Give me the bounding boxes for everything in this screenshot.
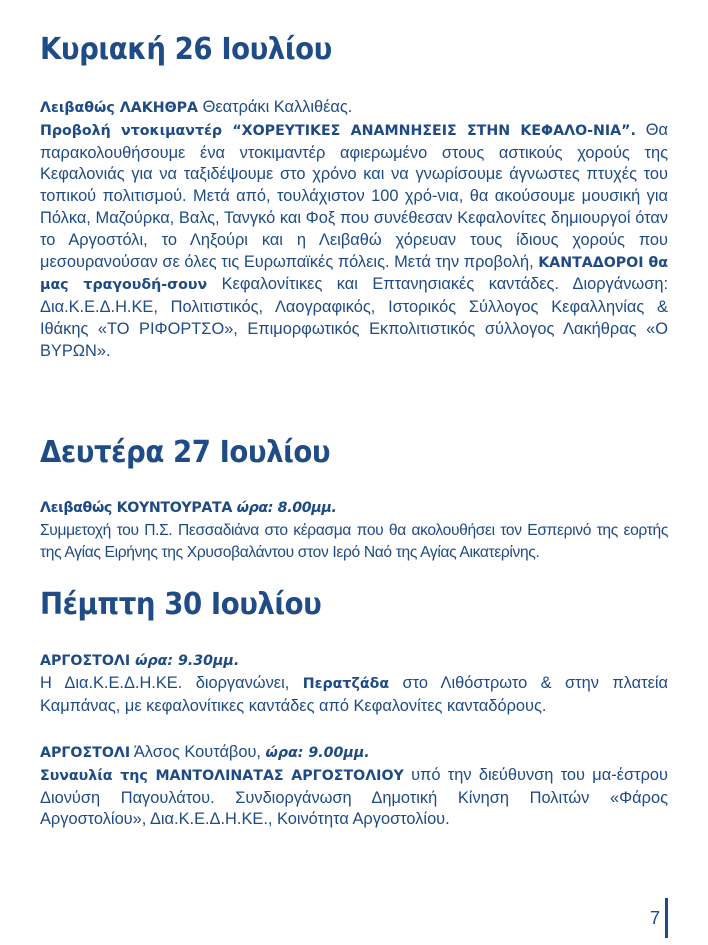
section-heading-sunday: Κυριακή 26 Ιουλίου	[40, 32, 332, 67]
monday-event-paragraph	[40, 497, 668, 563]
event-place: ΑΡΓΟΣΤΟΛΙ	[40, 745, 131, 761]
event-time: ώρα: 9.00μμ.	[265, 745, 370, 761]
event-venue: Θεατράκι Καλλιθέας.	[198, 98, 353, 116]
event-venue: Άλσος Κουτάβου,	[130, 743, 266, 761]
sunday-event-paragraph	[40, 97, 668, 363]
event-title: Προβολή ντοκιμαντέρ “ΧΟΡΕΥΤΙΚΕΣ ΑΝΑΜΝΗΣΕΙΣ ΣΤΗΝ ΚΕΦΑΛΟ-ΝΙΑ”.	[40, 122, 636, 139]
event-place: ΑΡΓΟΣΤΟΛΙ	[40, 653, 131, 669]
event-place: Λειβαθώς ΛΑΚΗΘΡΑ	[40, 100, 199, 116]
event-description: Συμμετοχή του Π.Σ. Πεσσαδιάνα στο κέρασμα που θα ακολουθήσει τον Εσπερινό της εορτής της Αγίας Ειρήνης της Χρυσοβαλάντου στον Ιερό Ναό της Αγίας Αικατερίνης.	[40, 521, 668, 561]
event-organizers: Κεφαλονίτικες και Επτανησιακές καντάδες. Διοργάνωση: Δια.Κ.Ε.Δ.Η.ΚΕ, Πολιτιστικός, Λαογραφικός, Ιστορικός Σύλλογος Κεφαλληνίας & Ιθάκης «ΤΟ ΡΙΦΟΡΤΣΟ», Επιμορφωτικός Εκπολιτιστικός σύλλογος Λακήθρας «Ο ΒΥΡΩΝ».	[40, 275, 668, 360]
section-heading-thursday: Πέμπτη 30 Ιουλίου	[40, 587, 322, 622]
event-place: Λειβαθώς ΚΟΥΝΤΟΥΡΑΤΑ	[40, 500, 232, 516]
thursday-event-1-paragraph	[40, 650, 668, 717]
event-description-cont: στο Λιθόστρωτο & στην πλατεία Καμπάνας, με κεφαλονίτικες καντάδες από Κεφαλονίτες κανταδόρους.	[40, 673, 668, 715]
event-time: ώρα: 8.00μμ.	[232, 500, 337, 516]
event-highlight: ΚΑΝΤΑΔΟΡΟΙ θα μας τραγουδή-σουν	[40, 254, 668, 294]
event-title: Συναυλία της ΜΑΝΤΟΛΙΝΑΤΑΣ ΑΡΓΟΣΤΟΛΙΟΥ	[40, 767, 404, 784]
event-description: Θα παρακολουθήσουμε ένα ντοκιμαντέρ αφιερωμένο στους αστικούς χορούς της Κεφαλονιάς για να ταξιδέψουμε στο χρόνο και να γνωρίσουμε άγνωστες πτυχές του τοπικού πολιτισμού. Μετά από, τουλάχιστον 100 χρό-νια, θα ακούσουμε μουσική για Πόλκα, Μαζούρκα, Βαλς, Τανγκό και Φοξ που συνέθεσαν Κεφαλονίτες δημιουργοί όταν το Αργοστόλι, το Ληξούρι και η Λειβαθώ χόρευαν τους ίδιους χορούς που μεσουρανούσαν σε όλες τις Ευρωπαϊκές πόλεις. Μετά την προβολή,	[40, 120, 668, 271]
page-number-rule	[665, 898, 668, 938]
event-description: υπό την διεύθυνση του μα-έστρου Διονύση Παγουλάτου. Συνδιοργάνωση Δημοτική Κίνηση Πολιτών «Φάρος Αργοστολίου», Δια.Κ.Ε.Δ.Η.ΚΕ., Κοινότητα Αργοστολίου.	[40, 765, 668, 829]
event-description: Η Δια.Κ.Ε.Δ.Η.ΚΕ. διοργανώνει,	[40, 673, 303, 692]
section-heading-monday: Δευτέρα 27 Ιουλίου	[40, 435, 331, 470]
event-time: ώρα: 9.30μμ.	[130, 653, 240, 669]
event-highlight: Περατζάδα	[302, 675, 390, 692]
thursday-event-2-paragraph	[40, 742, 668, 831]
page-number: 7	[650, 908, 661, 928]
